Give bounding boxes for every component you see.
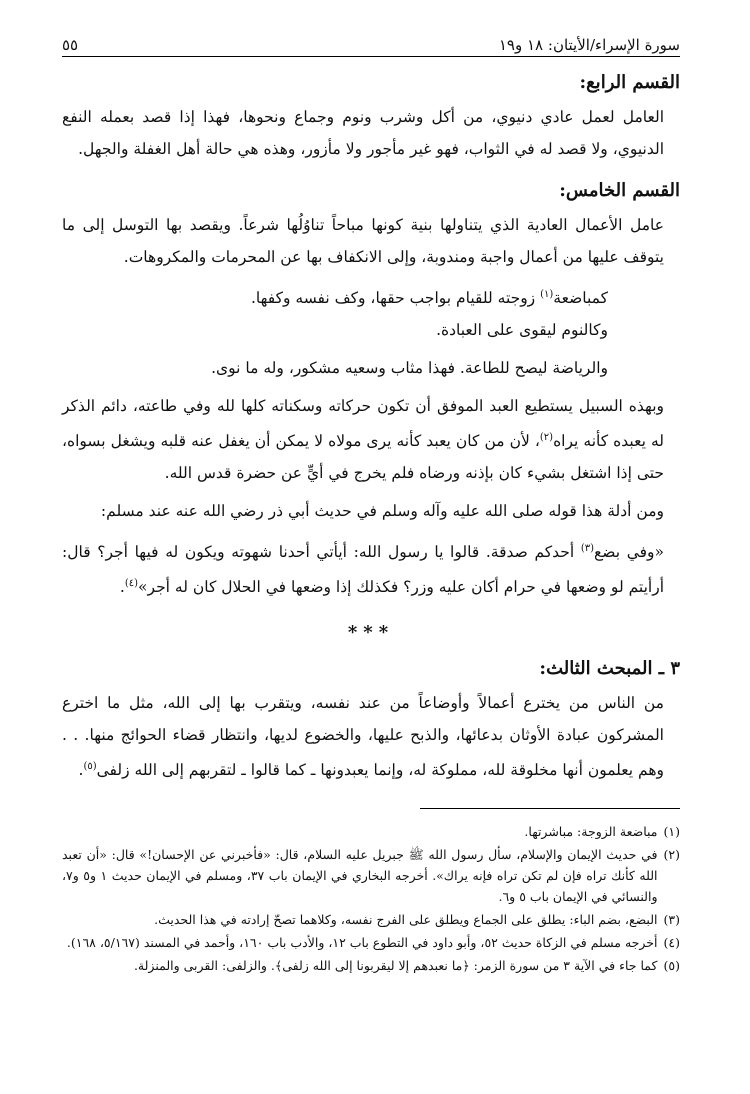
footnote-item — [62, 844, 680, 907]
evidence-intro: ومن أدلة هذا قوله صلى الله عليه وآله وسلم في حديث أبي ذر رضي الله عنه عند مسلم: — [100, 502, 664, 521]
footnotes-list — [62, 821, 680, 976]
footnote-item — [62, 909, 680, 930]
footnote-ref-1[interactable]: (١) — [540, 289, 554, 300]
footnote-number: (٥) — [663, 957, 680, 973]
running-header-title: سورة الإسراء/الأيتان: ١٨ و١٩ — [498, 36, 680, 54]
footnote-text: كما جاء في الآية ٣ من سورة الزمر: ﴿ما نعبدهم إلا ليقربونا إلى الله زلفى﴾. والزلفى: القربى والمنزلة. — [133, 957, 658, 973]
footnote-ref-3[interactable]: (٣) — [580, 543, 595, 555]
section-fifth-text: عامل الأعمال العادية الذي يتناولها بنية كونها مباحاً تناوُلُها شرعاً. ويقصد بها التوسل إلى ما يتوقف عليها من أعمال واجبة ومندوبة، وإلى الانكفاف بها عن المحرمات والمكروهات. — [62, 216, 664, 266]
footnote-ref-2[interactable]: (٢) — [539, 432, 554, 444]
example-marital-lead: كمباضعة — [553, 289, 608, 308]
footnote-number: (٢) — [663, 846, 680, 862]
footnote-text: مباضعة الزوجة: مباشرتها. — [524, 823, 658, 839]
hadith-quote-end: . — [119, 578, 125, 597]
page-number: ٥٥ — [62, 36, 79, 54]
footnote-text: أخرجه مسلم في الزكاة حديث ٥٢، وأبو داود في التطوع باب ١٢، والأدب باب ١٦٠، وأحمد في المسند (٥/١٦٧، ١٦٨). — [66, 934, 658, 950]
section-fourth-text: العامل لعمل عادي دنيوي، من أكل وشرب ونوم وجماع ونحوها، فهذا إذا قصد بعمله النفع الدنيوي، ولا قصد له في الثواب، فهو غير مأجور ولا مأزور، وهذه هي حالة أهل الغفلة والجهل. — [62, 108, 664, 158]
footnote-item — [62, 821, 680, 842]
section-heading-third-topic: ٣ ـ المبحث الثالث: — [539, 657, 680, 679]
section-separator: *** — [347, 621, 395, 643]
footnote-number: (٣) — [663, 911, 680, 927]
third-topic-text — [62, 687, 680, 786]
footnote-item — [62, 955, 680, 976]
section-heading-fifth: القسم الخامس: — [559, 180, 680, 201]
example-sleep: وكالنوم ليقوى على العبادة. — [436, 321, 608, 340]
running-header — [62, 28, 680, 57]
hadith-quote-lead: «وفي بضع — [594, 543, 665, 562]
footnote-ref-4[interactable]: (٤) — [124, 578, 139, 590]
hadith-quote — [62, 533, 680, 603]
paragraph-successful-servant — [62, 390, 680, 489]
section-heading-fourth: القسم الرابع: — [579, 72, 680, 93]
footnote-divider — [420, 808, 680, 809]
hadith-quote-body: أحدكم صدقة. قالوا يا رسول الله: أيأتي أحدنا شهوته ويكون له فيها أجر؟ قال: أرأيتم لو وضعها في حرام أكان عليه وزر؟ فكذلك إذا وضعها في الحلال كان له أجر» — [62, 543, 664, 597]
example-marital-rest: زوجته للقيام بواجب حقها، وكف نفسه وكفها. — [250, 289, 541, 308]
paragraph-successful-servant-rest: ، لأن من كان يعبد كأنه يرى مولاه لا يمكن أن يغفل عنه قلبه ويشغل بسواه، حتى إذا اشتغل بشيء كان بإذنه ورضاه فلم يخرج في أيٍّ عن حضرة قدس الله. — [62, 432, 664, 483]
footnote-number: (٤) — [663, 934, 680, 950]
book-page — [62, 28, 680, 1068]
footnote-number: (١) — [663, 823, 680, 839]
example-exercise: والرياضة ليصح للطاعة. فهذا مثاب وسعيه مشكور، وله ما نوى. — [211, 359, 608, 378]
footnote-text: في حديث الإيمان والإسلام، سأل رسول الله ﷺ جبريل عليه السلام، قال: «فأخبرني عن الإحسان!» قال: «أن تعبد الله كأنك تراه فإن لم تكن تراه فإنه يراك». أخرجه البخاري في الإيمان باب ٣٧، ومسلم في الإيمان حديث ١ و٥ و٧، والنسائي في الإيمان باب ٥ و٦. — [62, 846, 658, 904]
third-topic-text-body: من الناس من يخترع أعمالاً وأوضاعاً من عند نفسه، ويتقرب بها إلى الله، مثل ما اخترع المشركون عبادة الأوثان بدعائها، والذبح عليها، والخضوع لديها، وانتظار قضاء الحوائج منها. . . وهم يعلمون أنها مخلوقة لله، مملوكة له، وإنما يعبدونها ـ كما قالوا ـ لتقربهم إلى الله زلفى — [62, 693, 664, 779]
example-marital — [62, 279, 680, 314]
third-topic-text-end: . — [78, 760, 84, 779]
footnote-ref-5[interactable]: (٥) — [83, 760, 97, 772]
paragraph-successful-servant-lead: وبهذه السبيل يستطيع العبد الموفق أن تكون حركاته وسكناته كلها لله وفي طاعته، دائم الذكر له يعبده كأنه يراه — [62, 397, 664, 451]
footnote-text: البضع، بضم الباء: يطلق على الجماع ويطلق على الفرج نفسه، وكلاهما تصحّ إرادته في هذا الحديث. — [154, 911, 658, 927]
footnote-item — [62, 932, 680, 953]
